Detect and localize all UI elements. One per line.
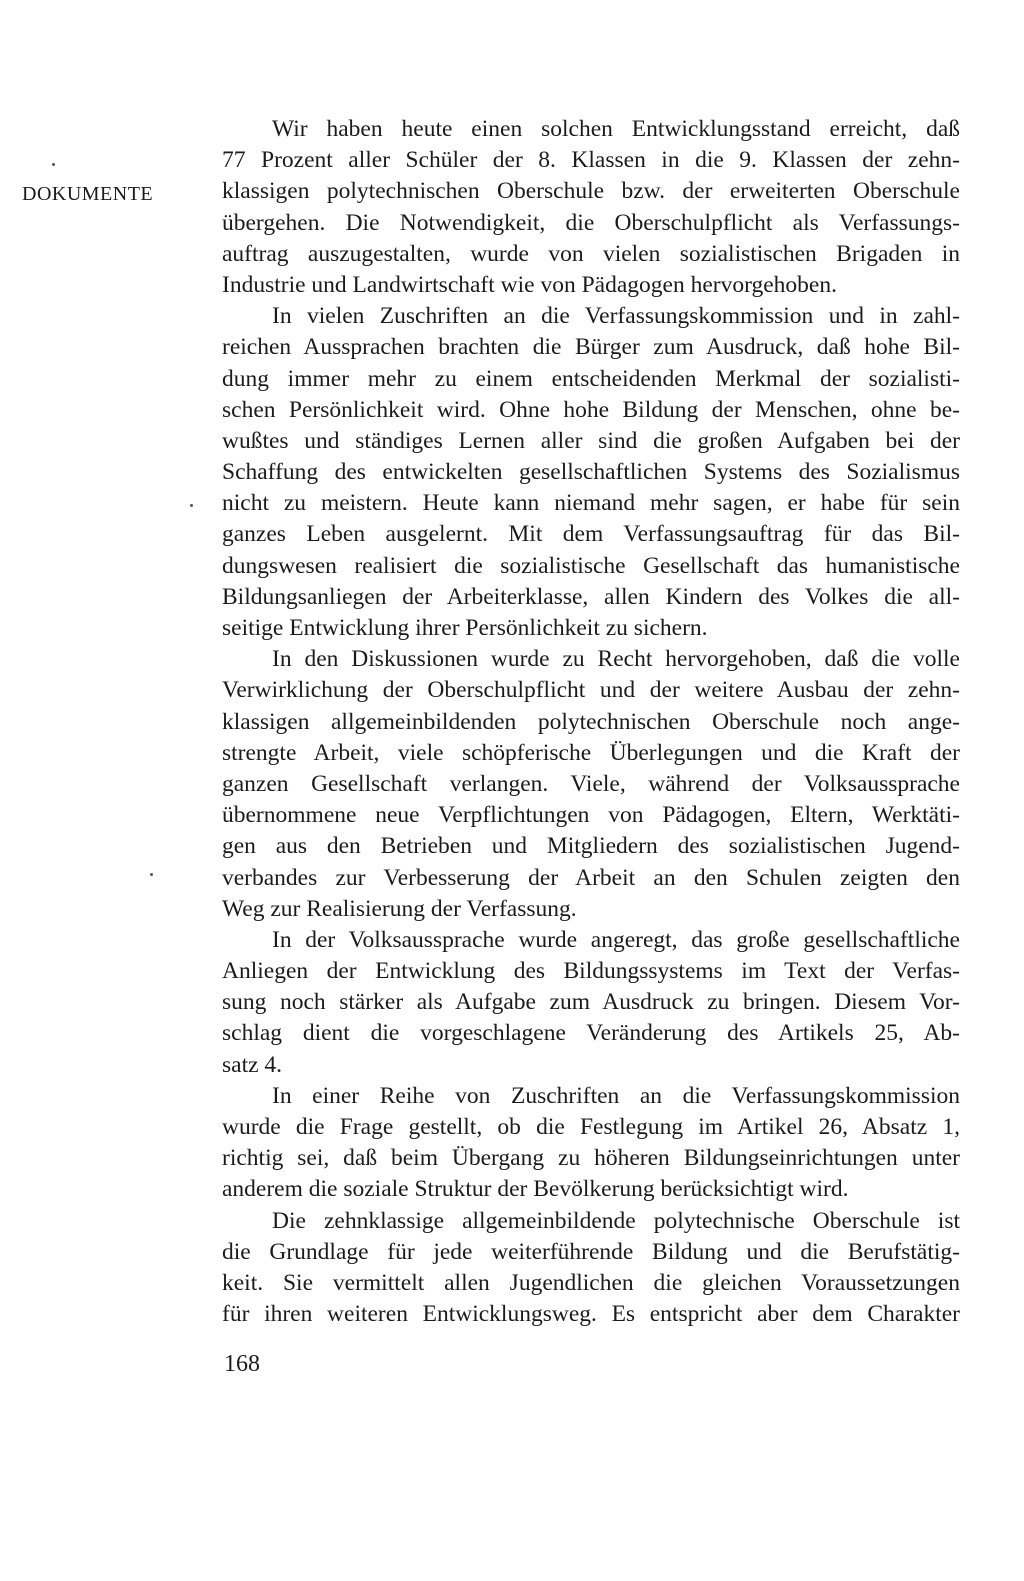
text-line: nicht zu meistern. Heute kann niemand mehr sagen, er habe für sein	[222, 490, 960, 517]
text-line: dung immer mehr zu einem entscheidenden Merkmal der sozialisti-	[222, 365, 960, 392]
text-line: übernommene neue Verpflichtungen von Pädagogen, Eltern, Werktäti-	[222, 802, 960, 829]
paragraph	[222, 644, 960, 925]
text-line: Die zehnklassige allgemeinbildende polytechnische Oberschule ist	[272, 1207, 960, 1234]
text-line: gen aus den Betrieben und Mitgliedern des sozialistischen Jugend-	[222, 833, 960, 860]
text-line: sung noch stärker als Aufgabe zum Ausdruck zu bringen. Diesem Vor-	[222, 989, 960, 1016]
text-line: Anliegen der Entwicklung des Bildungssystems im Text der Verfas-	[222, 958, 960, 985]
text-line: Industrie und Landwirtschaft wie von Pädagogen hervorgehoben.	[222, 271, 837, 298]
paragraph	[222, 1081, 960, 1206]
text-line: strengte Arbeit, viele schöpferische Überlegungen und die Kraft der	[222, 739, 960, 766]
text-line: 77 Prozent aller Schüler der 8. Klassen in die 9. Klassen der zehn-	[222, 147, 960, 174]
paragraph	[222, 114, 960, 301]
text-line: Schaffung des entwickelten gesellschaftlichen Systems des Sozialismus	[222, 459, 960, 486]
text-line: ganzen Gesellschaft verlangen. Viele, während der Volksaussprache	[222, 770, 960, 797]
page-number: 168	[224, 1351, 260, 1377]
paragraph	[222, 925, 960, 1081]
text-line: anderem die soziale Struktur der Bevölkerung berücksichtigt wird.	[222, 1176, 849, 1203]
scan-speck	[52, 163, 55, 166]
text-line: Bildungsanliegen der Arbeiterklasse, allen Kindern des Volkes die all-	[222, 583, 960, 610]
body-text	[222, 114, 960, 1330]
text-line: übergehen. Die Notwendigkeit, die Oberschulpflicht als Verfassungs-	[222, 209, 960, 236]
text-line: ganzes Leben ausgelernt. Mit dem Verfassungsauftrag für das Bil-	[222, 521, 960, 548]
text-line: Wir haben heute einen solchen Entwicklungsstand erreicht, daß	[272, 116, 960, 142]
text-line: klassigen polytechnischen Oberschule bzw. der erweiterten Oberschule	[222, 178, 960, 205]
text-line: In vielen Zuschriften an die Verfassungskommission und in zahl-	[272, 303, 960, 330]
paragraph	[222, 1206, 960, 1331]
text-line: richtig sei, daß beim Übergang zu höheren Bildungseinrichtungen unter	[222, 1145, 960, 1172]
text-line: Weg zur Realisierung der Verfassung.	[222, 895, 577, 922]
text-line: In den Diskussionen wurde zu Recht hervorgehoben, daß die volle	[272, 646, 960, 673]
text-line: In einer Reihe von Zuschriften an die Verfassungskommission	[272, 1082, 960, 1109]
text-line: satz 4.	[222, 1051, 283, 1078]
text-line: schen Persönlichkeit wird. Ohne hohe Bildung der Menschen, ohne be-	[222, 396, 960, 423]
text-line: seitige Entwicklung ihrer Persönlichkeit zu sichern.	[222, 615, 708, 641]
text-line: verbandes zur Verbesserung der Arbeit an den Schulen zeigten den	[222, 864, 960, 891]
margin-label: DOKUMENTE	[22, 183, 154, 205]
text-line: auftrag auszugestalten, wurde von vielen sozialistischen Brigaden in	[222, 240, 960, 267]
text-line: In der Volksaussprache wurde angeregt, das große gesellschaftliche	[272, 926, 960, 953]
text-line: wurde die Frage gestellt, ob die Festlegung im Artikel 26, Absatz 1,	[222, 1114, 960, 1140]
text-line: dungswesen realisiert die sozialistische Gesellschaft das humanistische	[222, 552, 960, 579]
text-line: keit. Sie vermittelt allen Jugendlichen die gleichen Voraussetzungen	[222, 1269, 960, 1296]
text-line: klassigen allgemeinbildenden polytechnischen Oberschule noch ange-	[222, 708, 960, 735]
text-line: die Grundlage für jede weiterführende Bildung und die Berufstätig-	[222, 1238, 960, 1265]
scan-speck	[190, 504, 193, 507]
text-line: reichen Aussprachen brachten die Bürger zum Ausdruck, daß hohe Bil-	[222, 334, 960, 361]
scan-speck	[150, 873, 153, 876]
text-line: schlag dient die vorgeschlagene Veränderung des Artikels 25, Ab-	[222, 1020, 960, 1047]
text-line: Verwirklichung der Oberschulpflicht und der weitere Ausbau der zehn-	[222, 677, 960, 704]
text-line: für ihren weiteren Entwicklungsweg. Es entspricht aber dem Charakter	[222, 1301, 960, 1328]
paragraph	[222, 301, 960, 644]
text-line: wußtes und ständiges Lernen aller sind die großen Aufgaben bei der	[222, 427, 960, 454]
